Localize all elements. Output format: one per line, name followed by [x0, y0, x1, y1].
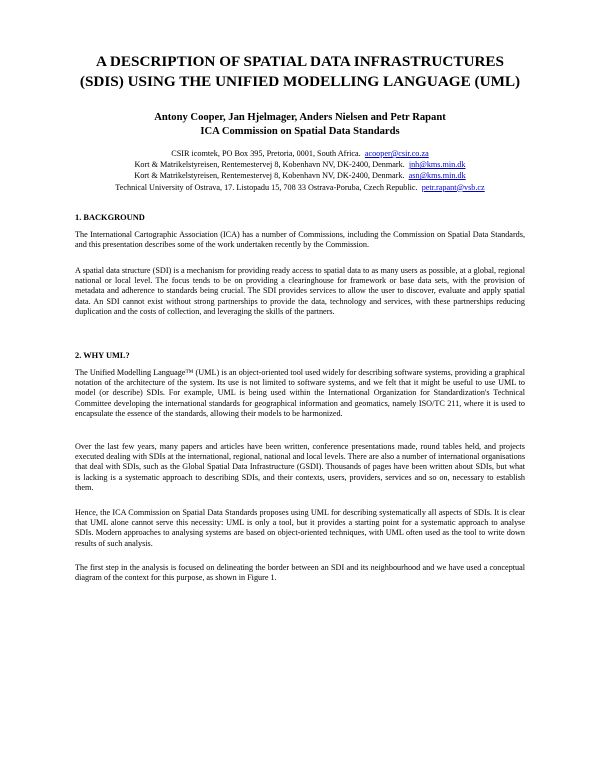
- paragraph: Hence, the ICA Commission on Spatial Data Standards proposes using UML for describing systematically all aspects of SDIs. It is clear that UML alone cannot serve this necessity: UML is only a tool, but it provides a starting point for a systematic approach to analyse SDIs. Modern approaches to analysing systems are based on object-oriented techniques, with UML often used as the tool to write down results of such analysis.: [75, 508, 525, 548]
- section-heading-why-uml: 2. WHY UML?: [75, 351, 130, 360]
- paragraph: Over the last few years, many papers and articles have been written, conference presentations made, round tables held, and projects executed dealing with SDIs at the international, regional, national and local levels. There are also a number of international organisations that deal with SDIs, such as the Global Spatial Data Infrastructure (GSDI). Thousands of pages have been written about SDIs, but what is lacking is a systematic approach to describing SDIs, and their contexts, users, providers, services and so on, necessary to establish them.: [75, 442, 525, 492]
- affiliation-text: Kort & Matrikelstyreisen, Rentemestervej 8, Kobenhavn NV, DK-2400, Denmark.: [134, 171, 405, 181]
- affiliation-line: [40, 182, 560, 193]
- affiliation-text: CSIR icomtek, PO Box 395, Pretoria, 0001, South Africa.: [171, 149, 361, 158]
- paragraph: The International Cartographic Association (ICA) has a number of Commissions, including the Commission on Spatial Data Standards, and this presentation describes some of the work undertaken recently by the Commission.: [75, 230, 525, 250]
- email-link[interactable]: asn@kms.min.dk: [408, 171, 466, 181]
- author-names: Antony Cooper, Jan Hjelmager, Anders Nielsen and Petr Rapant: [154, 112, 446, 123]
- affiliation-line: [40, 159, 560, 170]
- affiliation-text: Kort & Matrikelstyreisen, Rentemestervej 8, Kobenhavn NV, DK-2400, Denmark.: [134, 160, 405, 170]
- affiliations: [40, 148, 560, 193]
- email-link[interactable]: acooper@csir.co.za: [364, 149, 429, 158]
- author-commission: ICA Commission on Spatial Data Standards: [200, 126, 400, 137]
- paper-title: [60, 52, 540, 92]
- affiliation-line: [40, 170, 560, 181]
- email-link[interactable]: petr.rapant@vsb.cz: [421, 182, 485, 192]
- paragraph: The first step in the analysis is focused on delineating the border between an SDI and its neighbourhood and we have used a conceptual diagram of the context for this purpose, as shown in Figure 1.: [75, 563, 525, 583]
- title-line-1: A DESCRIPTION OF SPATIAL DATA INFRASTRUCTURES: [95, 53, 505, 70]
- email-link[interactable]: jnh@kms.min.dk: [408, 160, 466, 170]
- title-line-2: (SDIS) USING THE UNIFIED MODELLING LANGUAGE (UML): [79, 73, 521, 90]
- affiliation-text: Technical University of Ostrava, 17. Listopadu 15, 708 33 Ostrava-Poruba, Czech Republic.: [115, 182, 418, 192]
- section-heading-background: 1. BACKGROUND: [75, 213, 145, 222]
- paragraph: A spatial data structure (SDI) is a mechanism for providing ready access to spatial data to as many users as possible, at a global, regional national or local level. The focus tends to be on providing a clearinghouse for framework or base data sets, with the provision of metadata and adherence to standards being crucial. The SDI provides services to allow the user to discover, evaluate and apply spatial data. An SDI cannot exist without strong partnerships to provide the data, technology and services, with these partnerships reducing duplication and the costs of collection, and leveraging the skills of the partners.: [75, 266, 525, 316]
- affiliation-line: [40, 148, 560, 159]
- paragraph: The Unified Modelling Language™ (UML) is an object-oriented tool used widely for describing software systems, providing a graphical notation of the architecture of the system. Its use is not limited to software systems, and we felt that it might be useful to use UML to model (or describe) SDIs. For example, UML is being used within the International Organization for Standardization's Technical Committee developing the international standards for geographical information and geomatics, namely ISO/TC 211, where it is used to encapsulate the essence of the standards, allowing their models to be harmonized.: [75, 368, 525, 418]
- author-block: [60, 111, 540, 139]
